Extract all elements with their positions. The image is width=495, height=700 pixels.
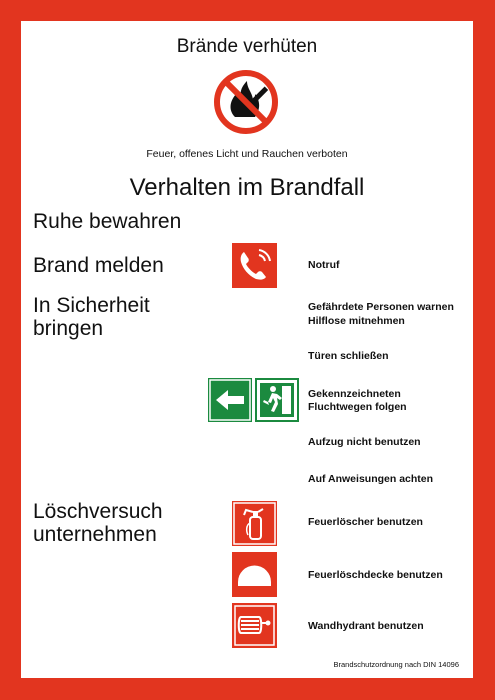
no-open-flame-icon bbox=[213, 69, 279, 135]
heading-report-fire: Brand melden bbox=[33, 254, 164, 277]
fire-blanket-sign bbox=[232, 552, 277, 597]
heading-extinguish-line1: Löschversuch bbox=[33, 500, 163, 523]
fire-safety-poster bbox=[21, 21, 473, 678]
fire-extinguisher-sign bbox=[232, 501, 277, 546]
note-use-hydrant: Wandhydrant benutzen bbox=[308, 620, 424, 632]
note-escape-line2: Fluchtwegen folgen bbox=[308, 401, 407, 413]
wall-hydrant-icon bbox=[232, 603, 277, 648]
note-no-elevator: Aufzug nicht benutzen bbox=[308, 436, 421, 448]
escape-arrow-sign bbox=[208, 378, 252, 422]
note-close-doors: Türen schließen bbox=[308, 350, 389, 362]
heading-stay-calm: Ruhe bewahren bbox=[33, 210, 182, 233]
prevention-subtitle: Feuer, offenes Licht und Rauchen verboten bbox=[146, 148, 348, 160]
heading-safety-line1: In Sicherheit bbox=[33, 294, 150, 317]
footer-din-reference: Brandschutzordnung nach DIN 14096 bbox=[333, 660, 459, 669]
arrow-left-icon bbox=[208, 378, 252, 422]
fire-extinguisher-icon bbox=[232, 501, 277, 546]
heading-extinguish-line2: unternehmen bbox=[33, 523, 157, 546]
note-warn-line1: Gefährdete Personen warnen bbox=[308, 301, 454, 313]
fire-behavior-title: Verhalten im Brandfall bbox=[129, 174, 365, 201]
note-use-blanket: Feuerlöschdecke benutzen bbox=[308, 569, 443, 581]
heading-safety-line2: bringen bbox=[33, 317, 104, 340]
wall-hydrant-sign bbox=[232, 603, 277, 648]
fire-phone-sign bbox=[232, 243, 277, 288]
prevention-title: Brände verhüten bbox=[176, 36, 318, 57]
fire-blanket-icon bbox=[232, 552, 277, 597]
emergency-exit-icon bbox=[255, 378, 299, 422]
note-follow-instructions: Auf Anweisungen achten bbox=[308, 473, 434, 485]
emergency-exit-sign bbox=[255, 378, 299, 422]
fire-phone-icon bbox=[232, 243, 277, 288]
note-warn-line2: Hilflose mitnehmen bbox=[308, 315, 405, 327]
note-emergency-call: Notruf bbox=[308, 259, 340, 271]
note-use-extinguisher: Feuerlöscher benutzen bbox=[308, 516, 423, 528]
note-escape-line1: Gekennzeichneten bbox=[308, 388, 401, 400]
